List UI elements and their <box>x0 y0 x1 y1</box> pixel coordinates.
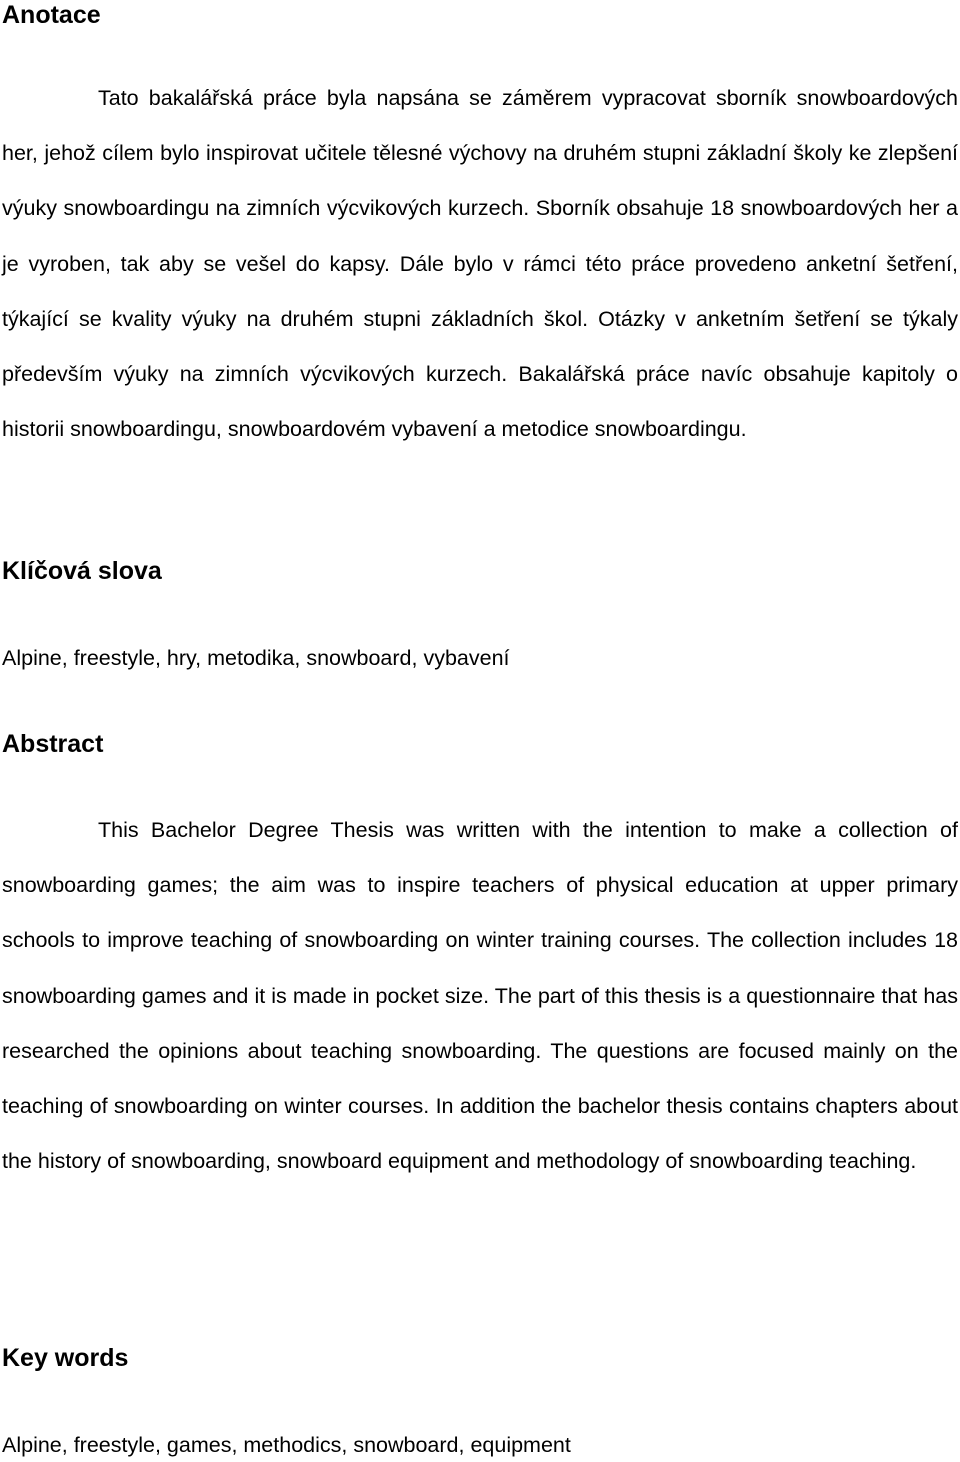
abstract-heading: Abstract <box>2 730 104 758</box>
key-words-heading: Key words <box>2 1344 129 1372</box>
key-words-list: Alpine, freestyle, games, methodics, snowboard, equipment <box>2 1433 571 1457</box>
abstract-paragraph: This Bachelor Degree Thesis was written with the intention to make a collection of snowboarding games; the aim was to inspire teachers of physical education at upper primary schools to improve teaching of snowboarding on winter training courses. The collection includes 18 snowboarding games and it is made in pocket size. The part of this thesis is a questionnaire that has researched the opinions about teaching snowboarding. The questions are focused mainly on the teaching of snowboarding on winter courses. In addition the bachelor thesis contains chapters about the history of snowboarding, snowboard equipment and methodology of snowboarding teaching. <box>2 818 958 1174</box>
klicova-slova-list: Alpine, freestyle, hry, metodika, snowboard, vybavení <box>2 646 510 670</box>
anotace-heading: Anotace <box>2 1 101 29</box>
anotace-paragraph: Tato bakalářská práce byla napsána se záměrem vypracovat sborník snowboardových her, jehož cílem bylo inspirovat učitele tělesné výchovy na druhém stupni základní školy ke zlepšení výuky snowboardingu na zimních výcvikových kurzech. Sborník obsahuje 18 snowboardových her a je vyroben, tak aby se vešel do kapsy. Dále bylo v rámci této práce provedeno anketní šetření, týkající se kvality výuky na druhém stupni základních škol. Otázky v anketním šetření se týkaly především výuky na zimních výcvikových kurzech. Bakalářská práce navíc obsahuje kapitoly o historii snowboardingu, snowboardovém vybavení a metodice snowboardingu. <box>2 86 958 442</box>
klicova-slova-heading: Klíčová slova <box>2 557 162 585</box>
